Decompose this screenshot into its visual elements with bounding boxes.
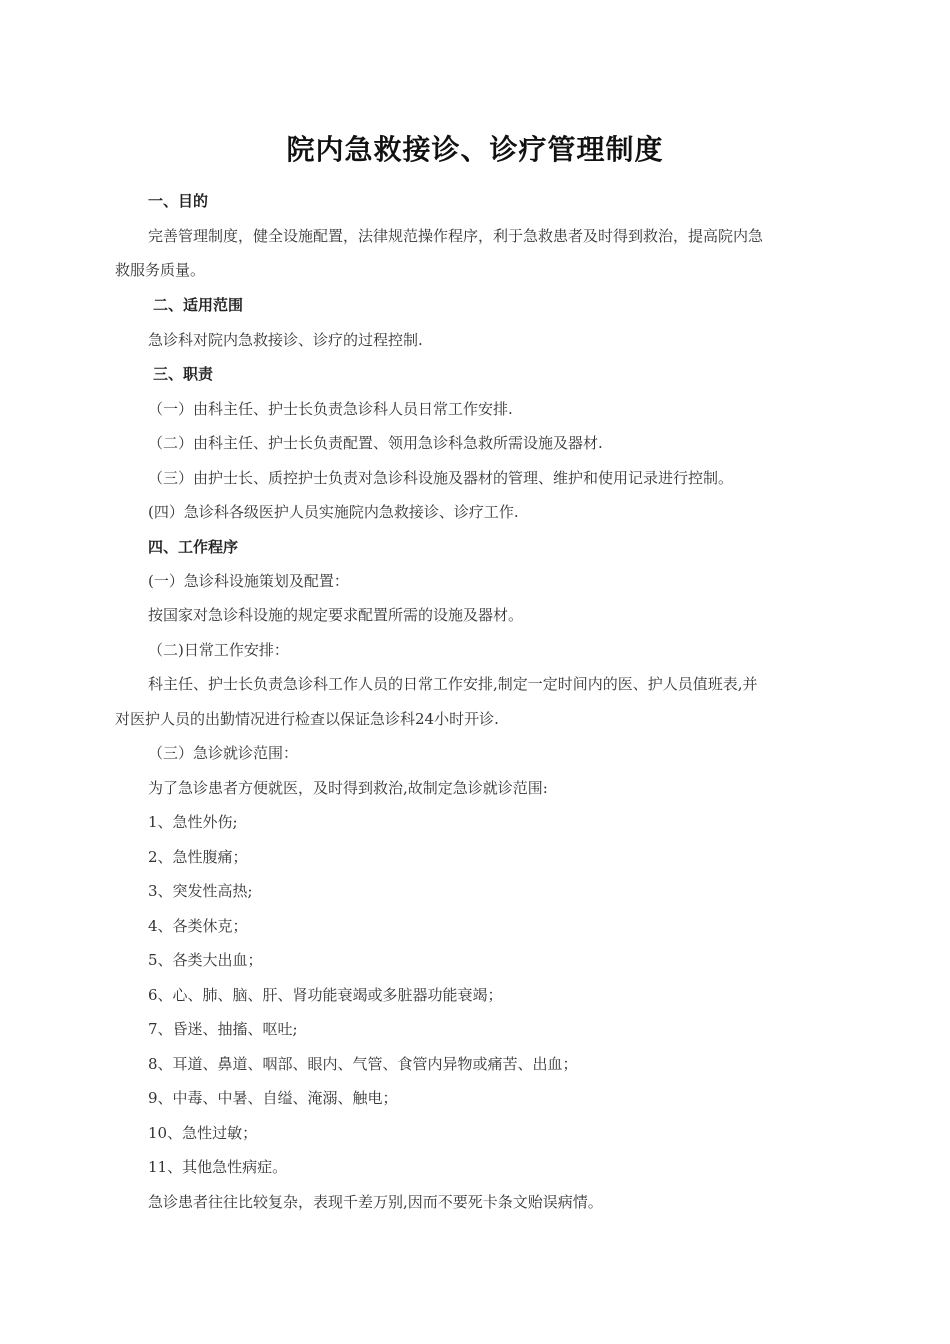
section-heading-purpose: 一、目的 xyxy=(148,192,209,210)
list-item: 6、心、肺、脑、肝、肾功能衰竭或多脏器功能衰竭； xyxy=(148,986,503,1004)
section-heading-scope: 二、适用范围 xyxy=(153,296,244,314)
procedure-sub3-intro: 为了急诊患者方便就医，及时得到救治,故制定急诊就诊范围: xyxy=(148,779,548,797)
procedure-subheading-2: （二)日常工作安排： xyxy=(148,641,289,659)
list-item: 3、突发性高热; xyxy=(148,882,253,900)
list-item: 8、耳道、鼻道、咽部、眼内、气管、食管内异物或痛苦、出血； xyxy=(148,1055,578,1073)
duty-item: (四）急诊科各级医护人员实施院内急救接诊、诊疗工作. xyxy=(148,503,519,521)
list-item: 10、急性过敏； xyxy=(148,1124,258,1142)
duty-item: （二）由科主任、护士长负责配置、领用急诊科急救所需设施及器材. xyxy=(148,434,603,452)
list-item: 9、中毒、中暑、自缢、淹溺、触电； xyxy=(148,1089,398,1107)
duty-item: （三）由护士长、质控护士负责对急诊科设施及器材的管理、维护和使用记录进行控制。 xyxy=(148,469,734,487)
procedure-subheading-1: (一）急诊科设施策划及配置： xyxy=(148,572,349,590)
duty-item: （一）由科主任、护士长负责急诊科人员日常工作安排. xyxy=(148,400,513,418)
list-item: 11、其他急性病症。 xyxy=(148,1158,288,1176)
closing-text: 急诊患者往往比较复杂，表现千差万别,因而不要死卡条文贻误病情。 xyxy=(148,1193,603,1211)
procedure-subheading-3: （三）急诊就诊范围： xyxy=(148,744,299,762)
purpose-text-line2: 救服务质量。 xyxy=(115,261,206,279)
list-item: 2、急性腹痛； xyxy=(148,848,248,866)
list-item: 5、各类大出血； xyxy=(148,951,263,969)
scope-text: 急诊科对院内急救接诊、诊疗的过程控制. xyxy=(148,331,423,349)
list-item: 1、急性外伤; xyxy=(148,813,238,831)
section-heading-duties: 三、职责 xyxy=(153,365,214,383)
procedure-sub1-text: 按国家对急诊科设施的规定要求配置所需的设施及器材。 xyxy=(148,606,524,624)
document-title: 院内急救接诊、诊疗管理制度 xyxy=(286,133,664,166)
list-item: 4、各类休克； xyxy=(148,917,248,935)
purpose-text-line1: 完善管理制度，健全设施配置，法律规范操作程序，利于急救患者及时得到救治，提高院内急 xyxy=(148,227,764,245)
procedure-sub2-line1: 科主任、护士长负责急诊科工作人员的日常工作安排,制定一定时间内的医、护人员值班表,并 xyxy=(148,675,758,693)
list-item: 7、昏迷、抽搐、呕吐; xyxy=(148,1020,298,1038)
section-heading-procedure: 四、工作程序 xyxy=(148,538,239,556)
procedure-sub2-line2: 对医护人员的出勤情况进行检查以保证急诊科24小时开诊. xyxy=(115,710,499,728)
